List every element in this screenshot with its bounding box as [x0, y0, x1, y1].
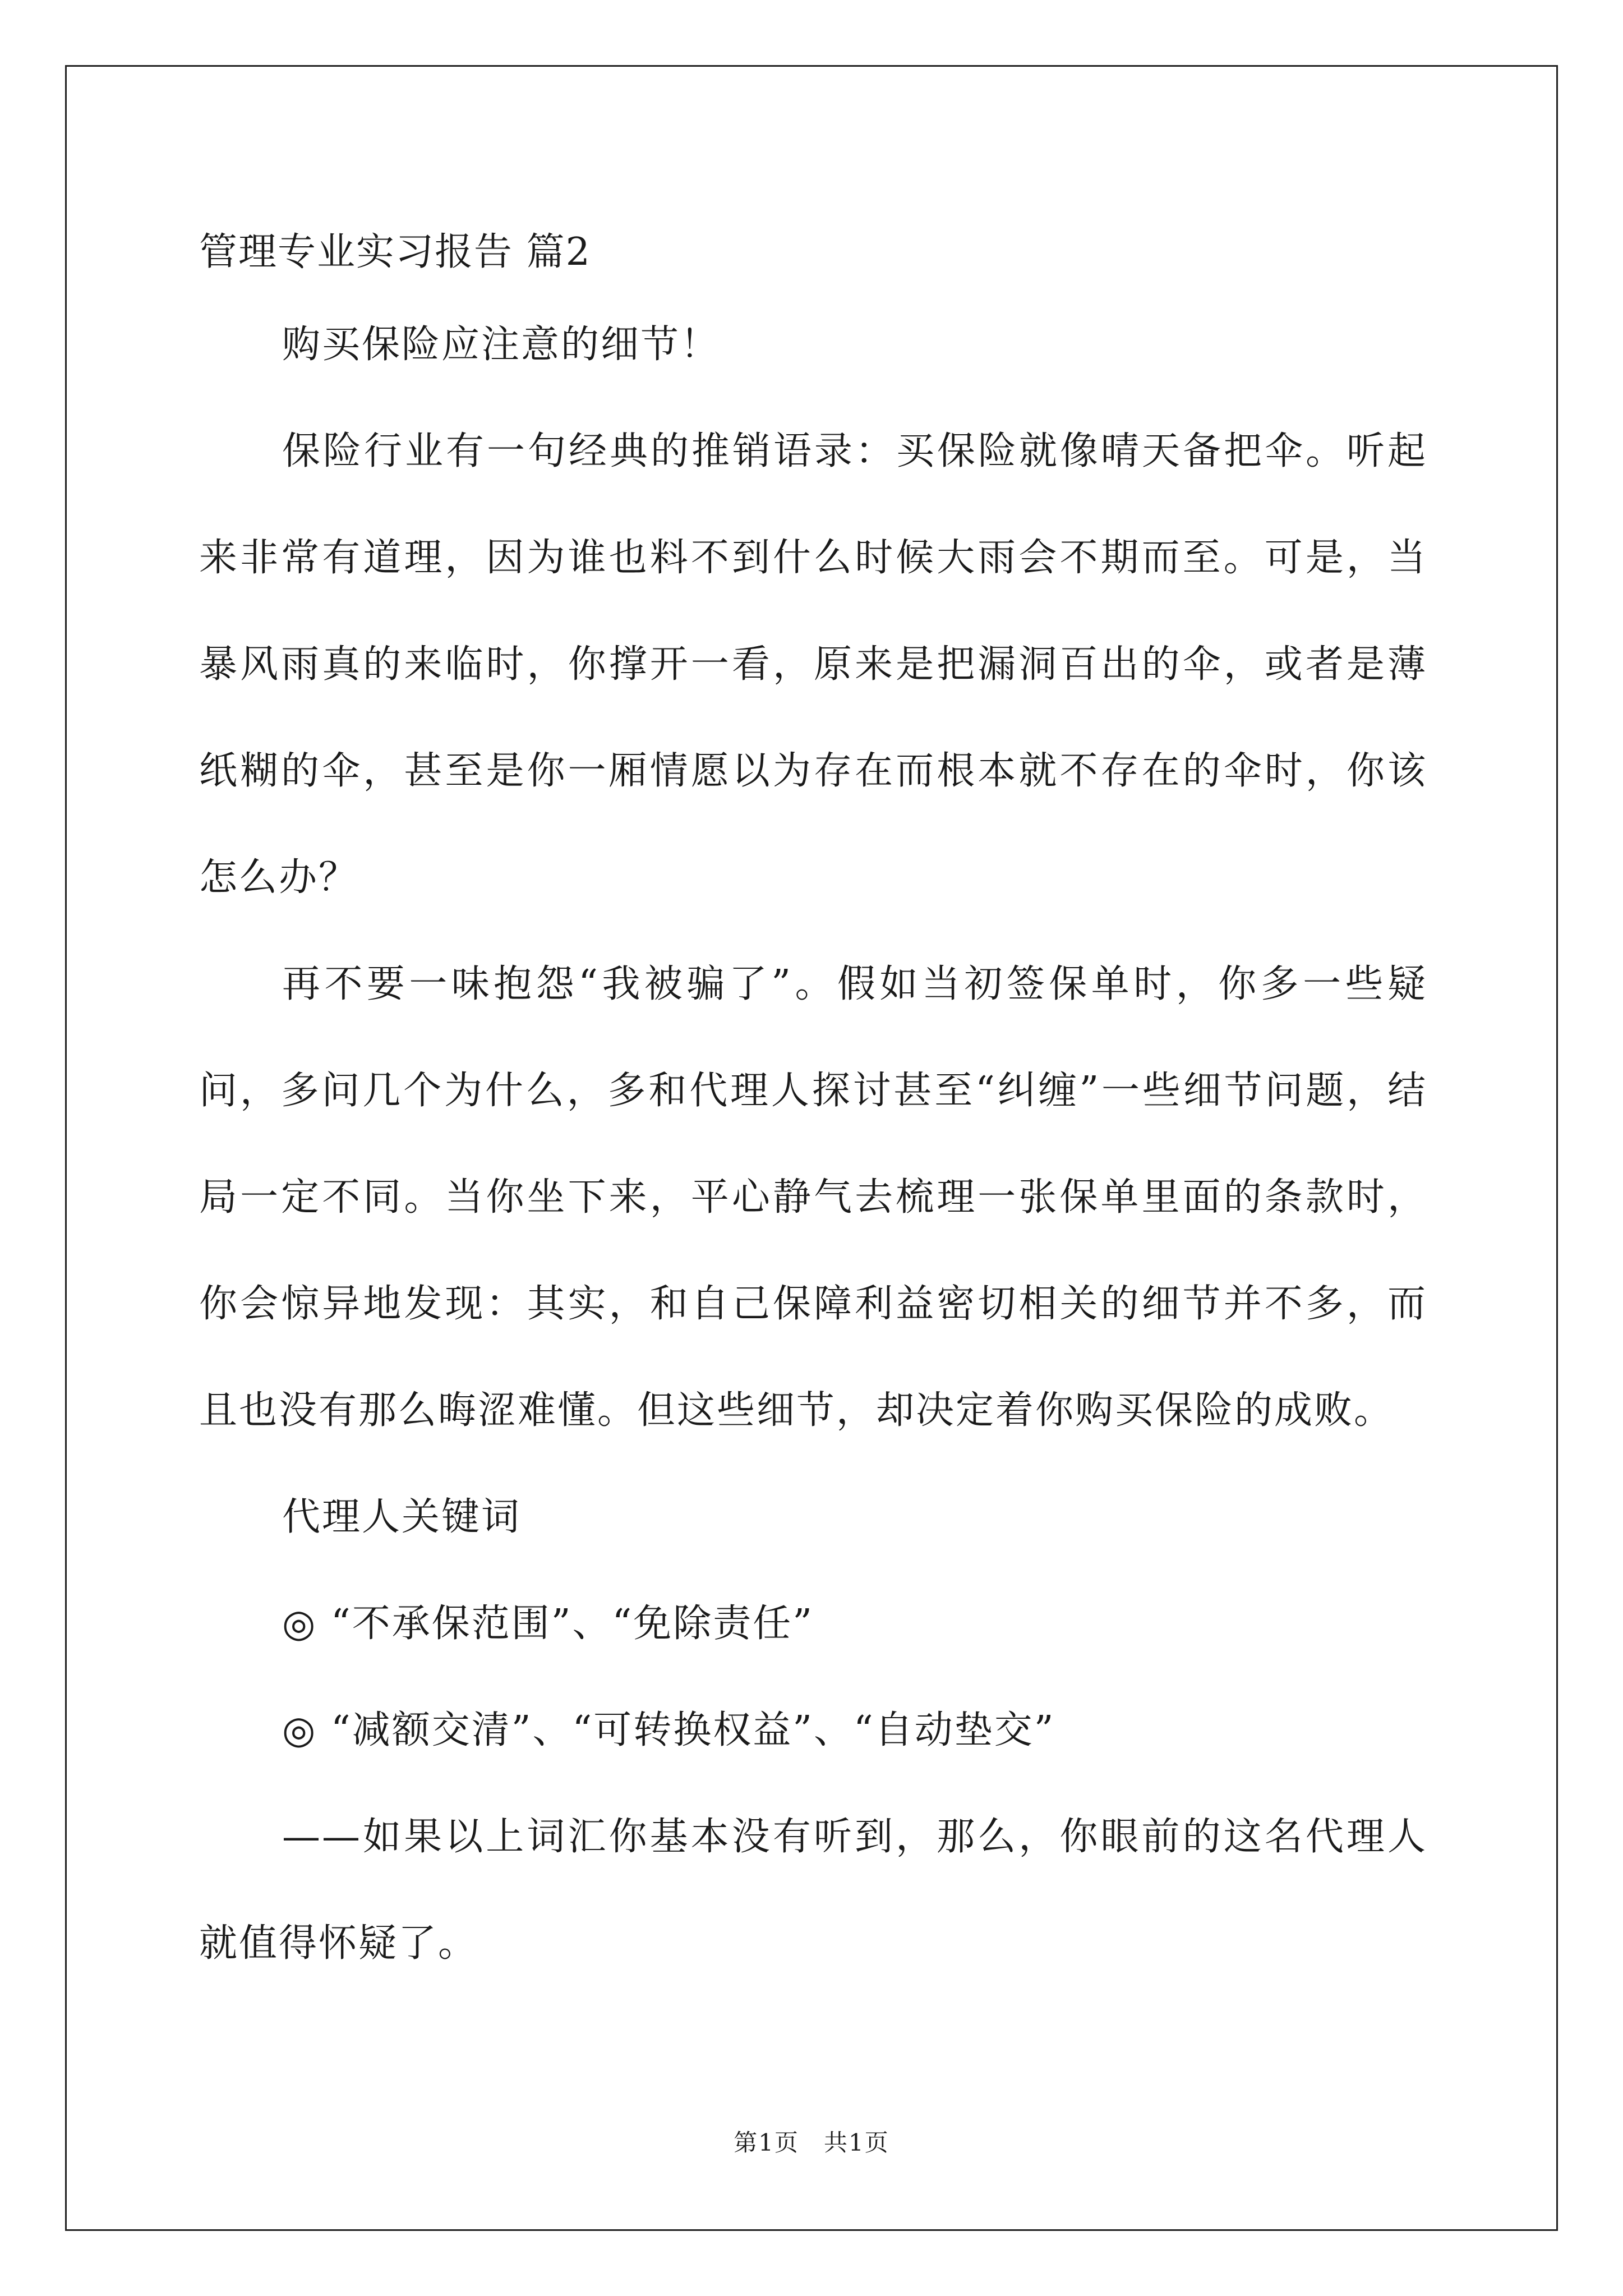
keyword-item: ◎ “不承保范围”、“免除责任” [282, 1602, 814, 1646]
page-number: 第1页 共1页 [734, 2129, 889, 2156]
document-body [199, 213, 1427, 1997]
document-title: 管理专业实习报告 篇2 [199, 230, 591, 274]
section-heading: 代理人关键词 [282, 1495, 522, 1539]
paragraph: ——如果以上词汇你基本没有听到，那么，你眼前的这名代理人就值得怀疑了。 [199, 1815, 1427, 1966]
paragraph: 保险行业有一句经典的推销语录：买保险就像晴天备把伞。听起来非常有道理，因为谁也料不到什么时候大雨会不期而至。可是，当暴风雨真的来临时，你撑开一看，原来是把漏洞百出的伞，或者是薄纸糊的伞，甚至是你一厢情愿以为存在而根本就不存在的伞时，你该怎么办？ [199, 429, 1427, 900]
paragraph-heading: 购买保险应注意的细节！ [282, 323, 721, 367]
keyword-item: ◎ “减额交清”、“可转换权益”、“自动垫交” [282, 1708, 1055, 1752]
paragraph: 再不要一味抱怨“我被骗了”。假如当初签保单时，你多一些疑问，多问几个为什么，多和代理人探讨甚至“纠缠”一些细节问题，结局一定不同。当你坐下来，平心静气去梳理一张保单里面的条款时，你会惊异地发现：其实，和自己保障利益密切相关的细节并不多，而且也没有那么晦涩难懂。但这些细节，却决定着你购买保险的成败。 [199, 962, 1427, 1433]
